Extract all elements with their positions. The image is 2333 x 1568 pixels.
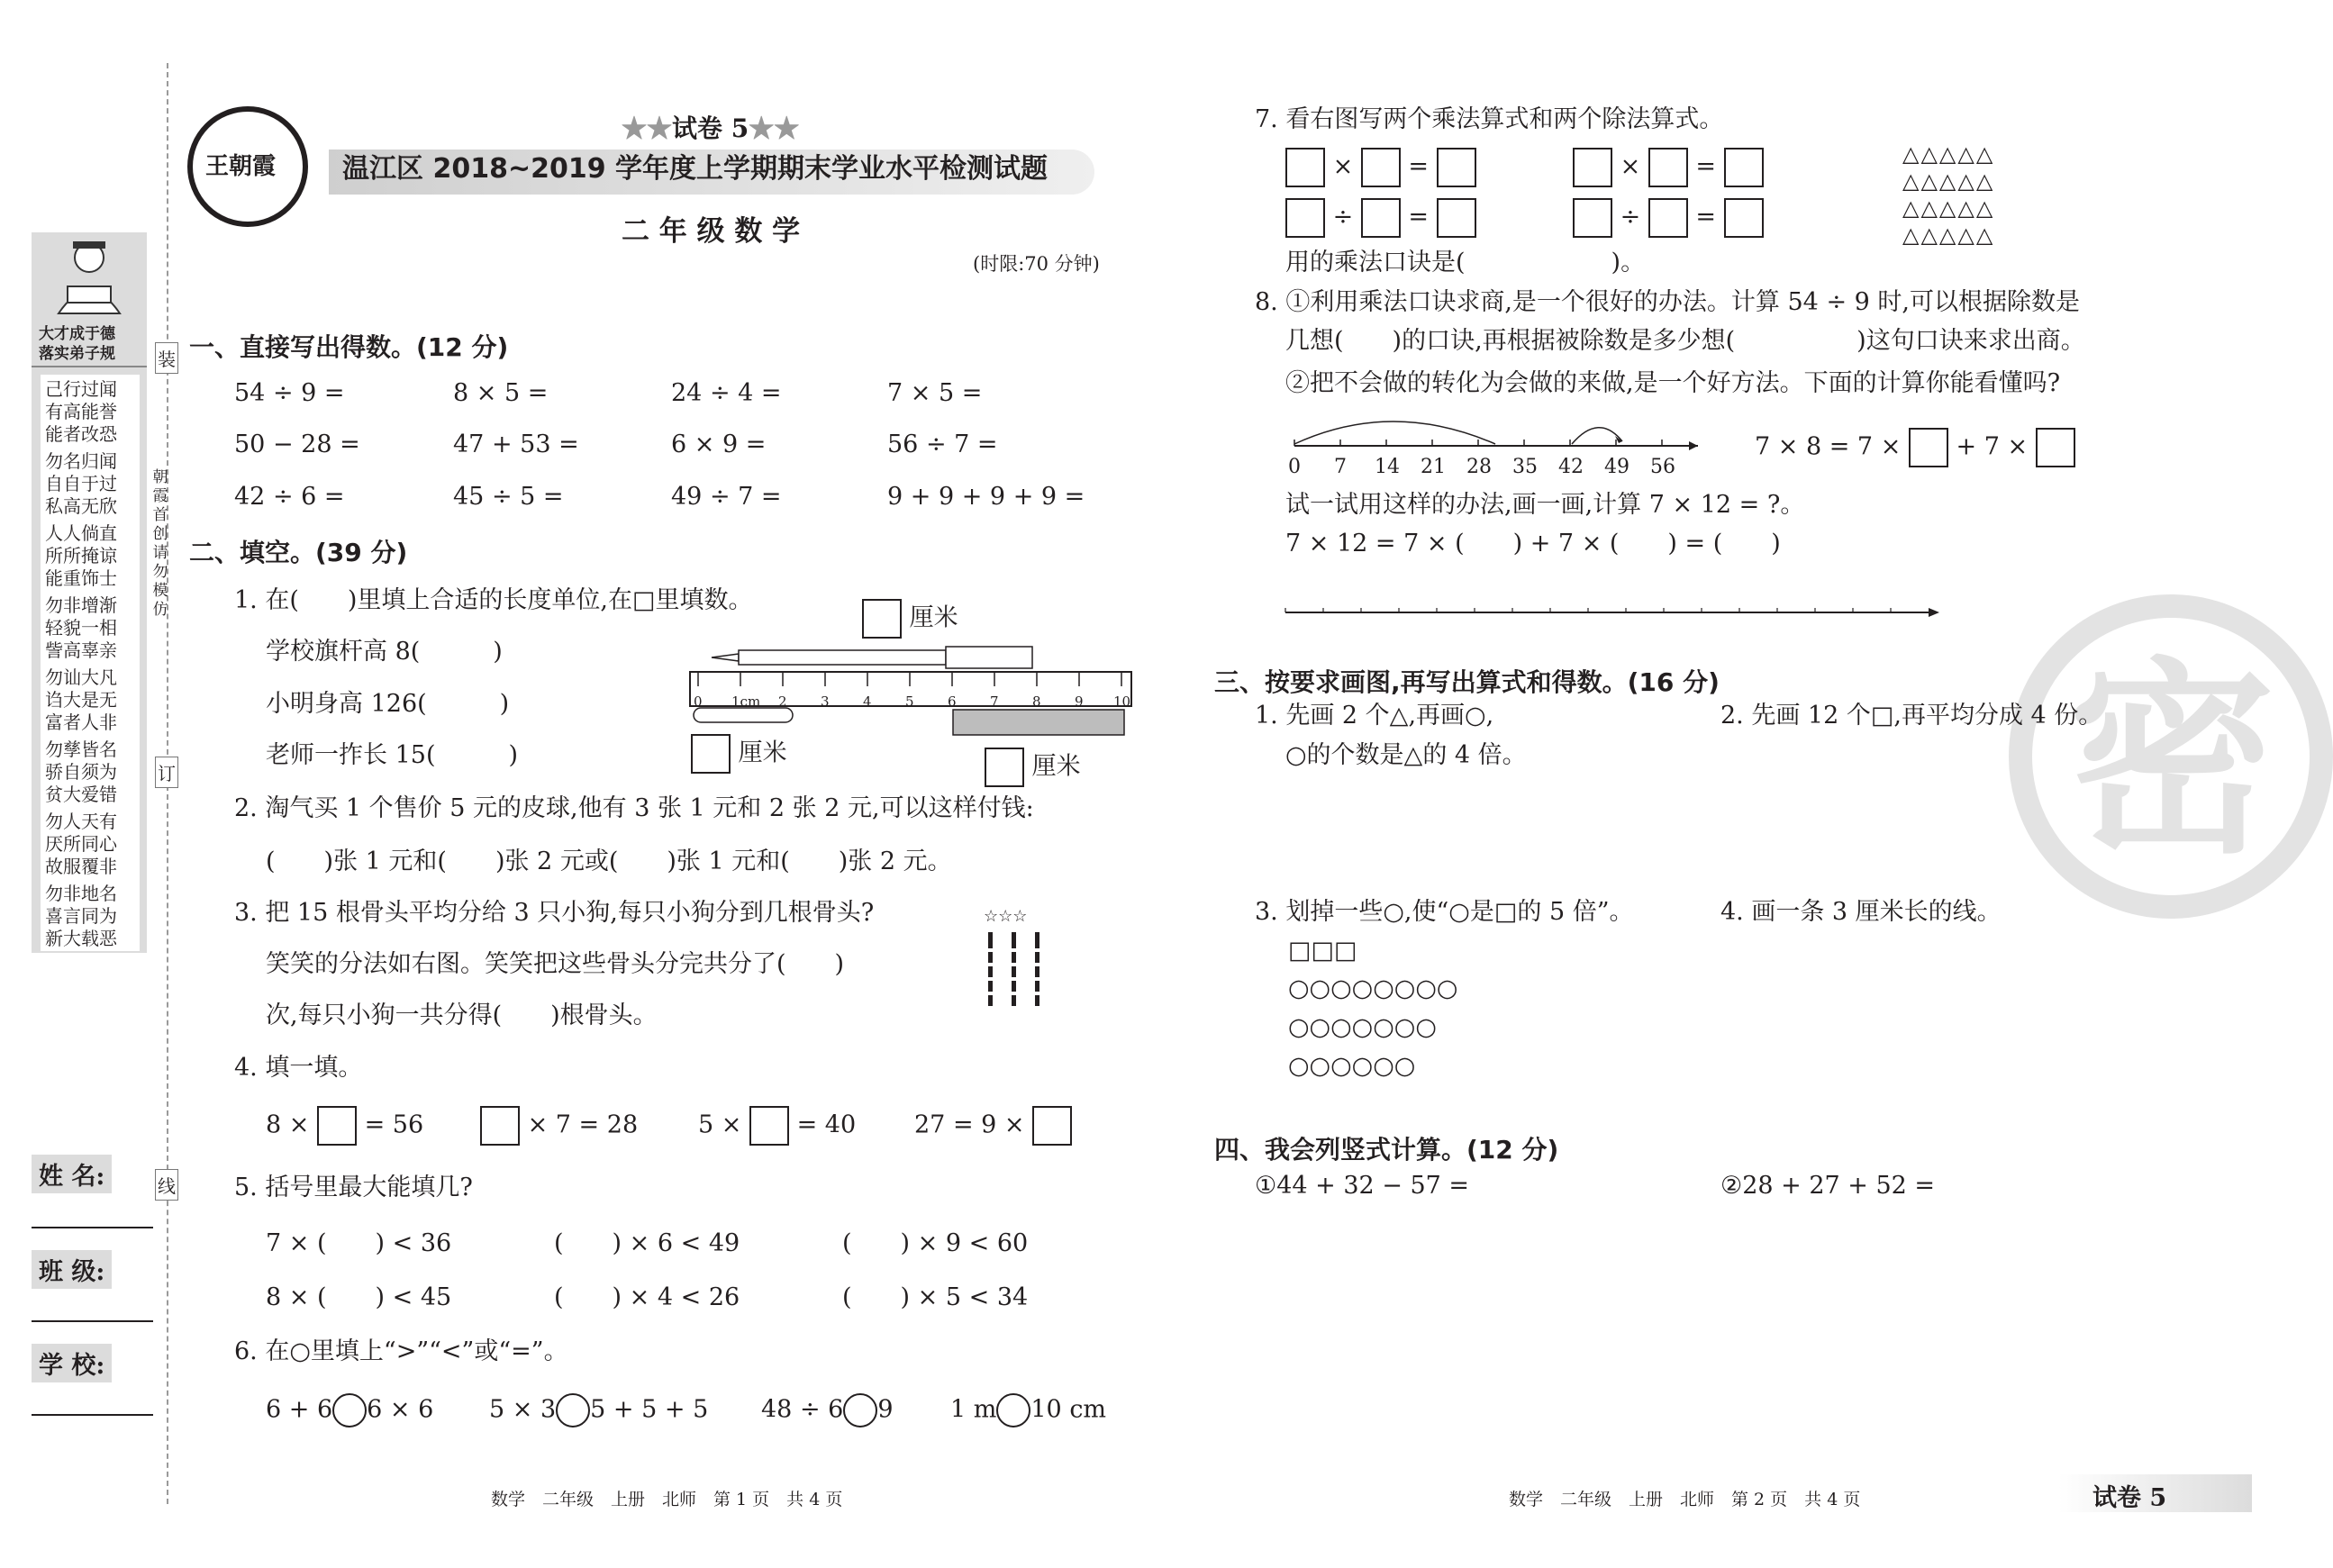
- ruler-tick-2: 2: [778, 693, 787, 710]
- q6-stem: 6. 在○里填上“>”“<”或“=”。: [234, 1337, 568, 1365]
- compare-circle[interactable]: [996, 1393, 1030, 1428]
- calc-3-4: 9 + 9 + 9 + 9 =: [887, 483, 1085, 511]
- calc-2-3: 6 × 9 =: [671, 431, 767, 458]
- name-field[interactable]: [32, 1227, 153, 1228]
- q4-item-4: 27 = 9 ×: [914, 1106, 1072, 1146]
- s3-q2: 2. 先画 12 个□,再平均分成 4 份。: [1720, 702, 2103, 730]
- answer-box[interactable]: [1724, 198, 1764, 238]
- motto-col-1: 己行过闻有高能誉能者改恐: [45, 378, 117, 445]
- cut-label-2: 订: [155, 757, 178, 788]
- q7-mul-2: × =: [1573, 148, 1764, 187]
- calc-2-4: 56 ÷ 7 =: [887, 431, 998, 458]
- compare-circle[interactable]: [843, 1393, 877, 1428]
- s3-circles-2[interactable]: ○○○○○○○: [1288, 1013, 1437, 1041]
- answer-box[interactable]: [1285, 148, 1325, 187]
- q8-eq2: 7 × 12 = 7 × ( ) + 7 × ( ) = ( ): [1285, 530, 1781, 557]
- nl-21: 21: [1421, 456, 1446, 478]
- ruler-tick-1: 1cm: [731, 693, 761, 710]
- s3-circles-3[interactable]: ○○○○○○: [1288, 1052, 1416, 1080]
- logo: [187, 106, 308, 227]
- motto-col-6: 勿孳皆名骄自须为贫大爱错: [45, 739, 117, 805]
- q7-div-1: ÷ =: [1285, 198, 1476, 238]
- calc-3-2: 45 ÷ 5 =: [453, 483, 564, 511]
- q5-2-1: 8 × ( ) < 45: [266, 1283, 452, 1311]
- triangle-row-1: △△△△△: [1902, 141, 1995, 167]
- calc-1-3: 24 ÷ 4 =: [671, 379, 782, 407]
- compare-circle[interactable]: [556, 1393, 590, 1428]
- ruler-tick-7: 7: [990, 693, 999, 710]
- bones-figure: [982, 905, 1054, 1013]
- q1-box-top: 厘米: [862, 599, 958, 639]
- logo-text: 王朝霞: [205, 153, 277, 180]
- nl-42: 42: [1558, 456, 1584, 478]
- watermark-char: 密: [2068, 641, 2276, 882]
- footer-left: 数学 二年级 上册 北师 第 1 页 共 4 页: [491, 1490, 843, 1509]
- nl-56: 56: [1650, 456, 1675, 478]
- cut-label-3: 线: [155, 1169, 178, 1201]
- school-label: 学 校:: [32, 1344, 112, 1382]
- q7-div-2: ÷ =: [1573, 198, 1764, 238]
- paper-label: ★★试卷 5★★: [622, 113, 800, 143]
- motto-col-4: 勿非增渐轻貌一相訾高辜亲: [45, 594, 117, 661]
- q5-1-3: ( ) × 9 < 60: [842, 1229, 1029, 1257]
- q7-stem: 7. 看右图写两个乘法算式和两个除法算式。: [1255, 105, 1724, 133]
- q4-item-2: × 7 = 28: [480, 1106, 638, 1146]
- nl-49: 49: [1604, 456, 1629, 478]
- name-label: 姓 名:: [32, 1155, 112, 1193]
- answer-box[interactable]: [1437, 148, 1476, 187]
- q3-line3: 次,每只小狗一共分得( )根骨头。: [266, 1002, 658, 1029]
- q8-line1: 8. ①利用乘法口诀求商,是一个很好的办法。计算 54 ÷ 9 时,可以根据除数是: [1255, 288, 2080, 316]
- s3-squares: □□□: [1288, 937, 1357, 965]
- motto-col-7: 勿人天有厌所同心故服覆非: [45, 811, 117, 877]
- motto-col-2: 勿名归闻自自于过私高无欣: [45, 450, 117, 517]
- q6-item-4: 1 m 10 cm: [950, 1393, 1106, 1428]
- q1-flagpole: 学校旗杆高 8( ): [266, 638, 503, 666]
- motto-top: 大才成于德: [39, 325, 115, 343]
- q5-2-3: ( ) × 5 < 34: [842, 1283, 1029, 1311]
- q4-stem: 4. 填一填。: [234, 1054, 363, 1082]
- watermark: [2009, 594, 2333, 919]
- q1-height: 小明身高 126( ): [266, 690, 510, 718]
- number-line: [1284, 403, 1707, 458]
- answer-box[interactable]: [480, 1106, 520, 1146]
- q6-item-2: 5 × 3 5 + 5 + 5: [489, 1393, 708, 1428]
- section2-heading: 二、填空。(39 分): [189, 538, 408, 567]
- nl-35: 35: [1512, 456, 1538, 478]
- calc-1-1: 54 ÷ 9 =: [234, 379, 345, 407]
- ruler-tick-5: 5: [905, 693, 914, 710]
- blank-number-line[interactable]: [1284, 602, 1941, 623]
- answer-box[interactable]: [1724, 148, 1764, 187]
- triangle-row-3: △△△△△: [1902, 195, 1995, 221]
- ruler-tick-8: 8: [1032, 693, 1041, 710]
- q5-2-2: ( ) × 4 < 26: [554, 1283, 740, 1311]
- q3-line1: 3. 把 15 根骨头平均分给 3 只小狗,每只小狗分到几根骨头?: [234, 899, 875, 927]
- q5-stem: 5. 括号里最大能填几?: [234, 1174, 473, 1201]
- q4-item-1: 8 × = 56: [266, 1106, 423, 1146]
- calc-3-1: 42 ÷ 6 =: [234, 483, 345, 511]
- triangle-row-4: △△△△△: [1902, 222, 1995, 248]
- calc-1-2: 8 × 5 =: [453, 379, 549, 407]
- q5-1-1: 7 × ( ) < 36: [266, 1229, 452, 1257]
- q6-item-1: 6 + 6 6 × 6: [266, 1393, 433, 1428]
- q8-line3: ②把不会做的转化为会做的来做,是一个好方法。下面的计算你能看懂吗?: [1285, 369, 2061, 397]
- answer-box[interactable]: [749, 1106, 789, 1146]
- motto-bottom: 落实弟子规: [39, 345, 115, 363]
- section3-heading: 三、按要求画图,再写出算式和得数。(16 分): [1214, 667, 1720, 697]
- section4-heading: 四、我会列竖式计算。(12 分): [1214, 1135, 1559, 1165]
- answer-box[interactable]: [1437, 198, 1476, 238]
- q7-rhyme: 用的乘法口诀是( )。: [1285, 249, 1646, 276]
- copyright-note: 朝霞首创 请勿模仿: [152, 468, 168, 619]
- answer-box[interactable]: [1573, 148, 1612, 187]
- s3-q3: 3. 划掉一些○,使“○是□的 5 倍”。: [1255, 898, 1634, 926]
- ruler-tick-3: 3: [821, 693, 830, 710]
- calc-3-3: 49 ÷ 7 =: [671, 483, 782, 511]
- class-label: 班 级:: [32, 1250, 112, 1289]
- nl-14: 14: [1375, 456, 1400, 478]
- ruler-tick-10: 10: [1113, 693, 1131, 710]
- subject-title: 二 年 级 数 学: [622, 215, 801, 248]
- answer-box[interactable]: [1361, 198, 1401, 238]
- q5-1-2: ( ) × 6 < 49: [554, 1229, 740, 1257]
- calc-1-4: 7 × 5 =: [887, 379, 983, 407]
- q7-mul-1: × =: [1285, 148, 1476, 187]
- calc-2-1: 50 − 28 =: [234, 431, 360, 458]
- s3-circles-1[interactable]: ○○○○○○○○: [1288, 974, 1458, 1002]
- q8-line2: 几想( )的口诀,再根据被除数是多少想( )这句口诀来求出商。: [1285, 327, 2085, 355]
- q8-try: 试一试用这样的办法,画一画,计算 7 × 12 = ?。: [1285, 491, 1805, 519]
- answer-box[interactable]: [1573, 198, 1612, 238]
- calc-2-2: 47 + 53 =: [453, 431, 579, 458]
- class-field[interactable]: [32, 1320, 153, 1322]
- svg-text:☆☆☆: ☆☆☆: [984, 907, 1028, 926]
- q1-span: 老师一拃长 15( ): [266, 741, 519, 769]
- time-limit: (时限:70 分钟): [973, 253, 1100, 275]
- q2-line1: 2. 淘气买 1 个售价 5 元的皮球,他有 3 张 1 元和 2 张 2 元,可以这样付钱:: [234, 794, 1034, 822]
- s3-q1-line2: ○的个数是△的 4 倍。: [1285, 741, 1527, 769]
- ruler-tick-9: 9: [1075, 693, 1084, 710]
- footer-tab-label: 试卷 5: [2092, 1484, 2167, 1512]
- ruler-tick-6: 6: [948, 693, 957, 710]
- s4-q2: ②28 + 27 + 52 =: [1720, 1172, 1936, 1200]
- school-field[interactable]: [32, 1414, 153, 1416]
- s4-q1: ①44 + 32 − 57 =: [1255, 1172, 1470, 1200]
- q2-line2: ( )张 1 元和( )张 2 元或( )张 1 元和( )张 2 元。: [266, 847, 952, 875]
- exam-title: 温江区 2018~2019 学年度上学期期末学业水平检测试题: [342, 153, 1048, 185]
- answer-box[interactable]: [1648, 198, 1688, 238]
- answer-box[interactable]: [1285, 198, 1325, 238]
- answer-box[interactable]: [985, 748, 1024, 787]
- s3-q1-line1: 1. 先画 2 个△,再画○,: [1255, 702, 1494, 730]
- motto-col-3: 人人倘直所所掩谅能重饰士: [45, 522, 117, 589]
- s3-q4: 4. 画一条 3 厘米长的线。: [1720, 898, 2002, 926]
- nl-28: 28: [1466, 456, 1492, 478]
- q4-item-3: 5 × = 40: [698, 1106, 856, 1146]
- answer-box[interactable]: [1032, 1106, 1072, 1146]
- motto-col-8: 勿非地名喜言同为新大载恶: [45, 883, 117, 949]
- q1-stem: 1. 在( )里填上合适的长度单位,在□里填数。: [234, 586, 753, 614]
- compare-circle[interactable]: [332, 1393, 367, 1428]
- q1-box-right: 厘米: [985, 748, 1081, 787]
- section1-heading: 一、直接写出得数。(12 分): [189, 332, 509, 362]
- footer-tab: [2058, 1474, 2252, 1512]
- nl-7: 7: [1334, 456, 1347, 478]
- q6-item-3: 48 ÷ 6 9: [761, 1393, 894, 1428]
- triangle-row-2: △△△△△: [1902, 168, 1995, 194]
- answer-box[interactable]: [317, 1106, 357, 1146]
- motto-col-5: 勿讪大凡诌大是无富者人非: [45, 666, 117, 733]
- q3-line2: 笑笑的分法如右图。笑笑把这些骨头分完共分了( ): [266, 950, 845, 978]
- answer-box[interactable]: [2036, 428, 2075, 467]
- ruler-tick-0: 0: [694, 693, 703, 710]
- scholar-figure-icon: [32, 232, 147, 322]
- ruler-tick-4: 4: [863, 693, 872, 710]
- answer-box[interactable]: [1909, 428, 1948, 467]
- answer-box[interactable]: [1648, 148, 1688, 187]
- footer-right: 数学 二年级 上册 北师 第 2 页 共 4 页: [1509, 1490, 1861, 1509]
- cut-label-1: 装: [155, 342, 178, 374]
- q1-box-left: 厘米: [691, 734, 787, 774]
- q8-equation: 7 × 8 = 7 × + 7 ×: [1755, 428, 2075, 467]
- answer-box[interactable]: [1361, 148, 1401, 187]
- nl-0: 0: [1288, 456, 1301, 478]
